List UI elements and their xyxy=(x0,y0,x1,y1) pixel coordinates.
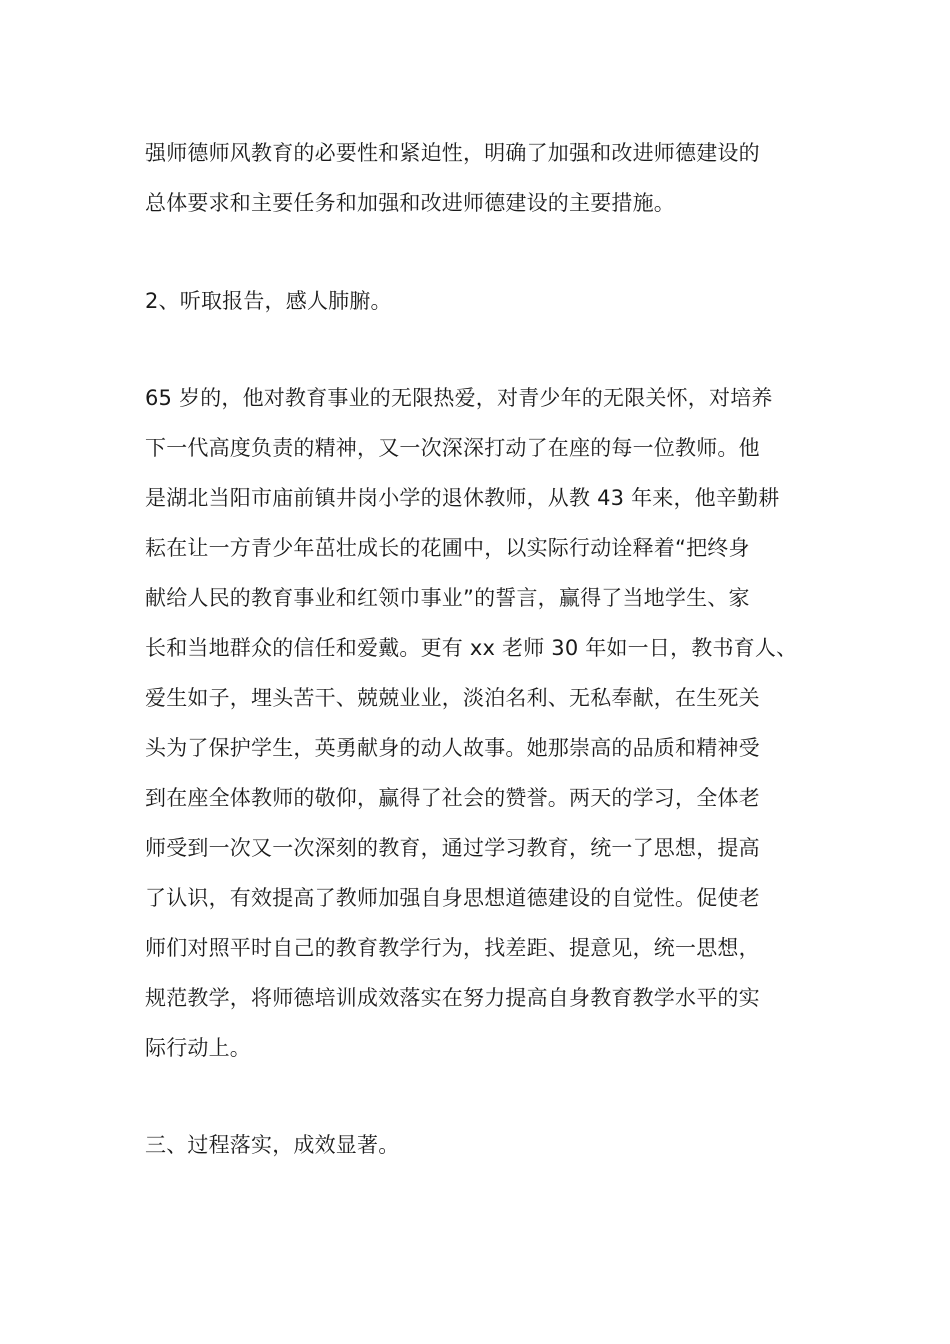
text-line: 强师德师风教育的必要性和紧迫性，明确了加强和改进师德建设的 xyxy=(145,141,760,165)
paragraph-2-heading xyxy=(145,276,825,326)
text-line: 际行动上。 xyxy=(145,1036,251,1060)
text-line: 是湖北当阳市庙前镇井岗小学的退休教师，从教 43 年来，他辛勤耕 xyxy=(145,486,780,510)
paragraph-3 xyxy=(145,373,825,1073)
text-line: 献给人民的教育事业和红领巾事业”的誓言，赢得了当地学生、家 xyxy=(145,586,750,610)
text-line: 2、听取报告，感人肺腑。 xyxy=(145,289,392,313)
text-line: 头为了保护学生，英勇献身的动人故事。她那崇高的品质和精神受 xyxy=(145,736,760,760)
text-line: 到在座全体教师的敬仰，赢得了社会的赞誉。两天的学习，全体老 xyxy=(145,786,760,810)
text-line: 65 岁的，他对教育事业的无限热爱，对青少年的无限关怀，对培养 xyxy=(145,386,773,410)
text-line: 长和当地群众的信任和爱戴。更有 xx 老师 30 年如一日，教书育人、 xyxy=(145,636,798,660)
paragraph-1 xyxy=(145,128,825,228)
text-line: 三、过程落实，成效显著。 xyxy=(145,1133,400,1157)
text-line: 师们对照平时自己的教育教学行为，找差距、提意见，统一思想， xyxy=(145,936,760,960)
text-line: 师受到一次又一次深刻的教育，通过学习教育，统一了思想，提高 xyxy=(145,836,760,860)
paragraph-4-heading xyxy=(145,1120,825,1170)
text-line: 规范教学，将师德培训成效落实在努力提高自身教育教学水平的实 xyxy=(145,986,760,1010)
text-line: 爱生如子，埋头苦干、兢兢业业，淡泊名利、无私奉献，在生死关 xyxy=(145,686,760,710)
text-line: 耘在让一方青少年茁壮成长的花圃中，以实际行动诠释着“把终身 xyxy=(145,536,750,560)
text-line: 总体要求和主要任务和加强和改进师德建设的主要措施。 xyxy=(145,191,675,215)
text-line: 了认识，有效提高了教师加强自身思想道德建设的自觉性。促使老 xyxy=(145,886,760,910)
text-line: 下一代高度负责的精神，又一次深深打动了在座的每一位教师。他 xyxy=(145,436,760,460)
